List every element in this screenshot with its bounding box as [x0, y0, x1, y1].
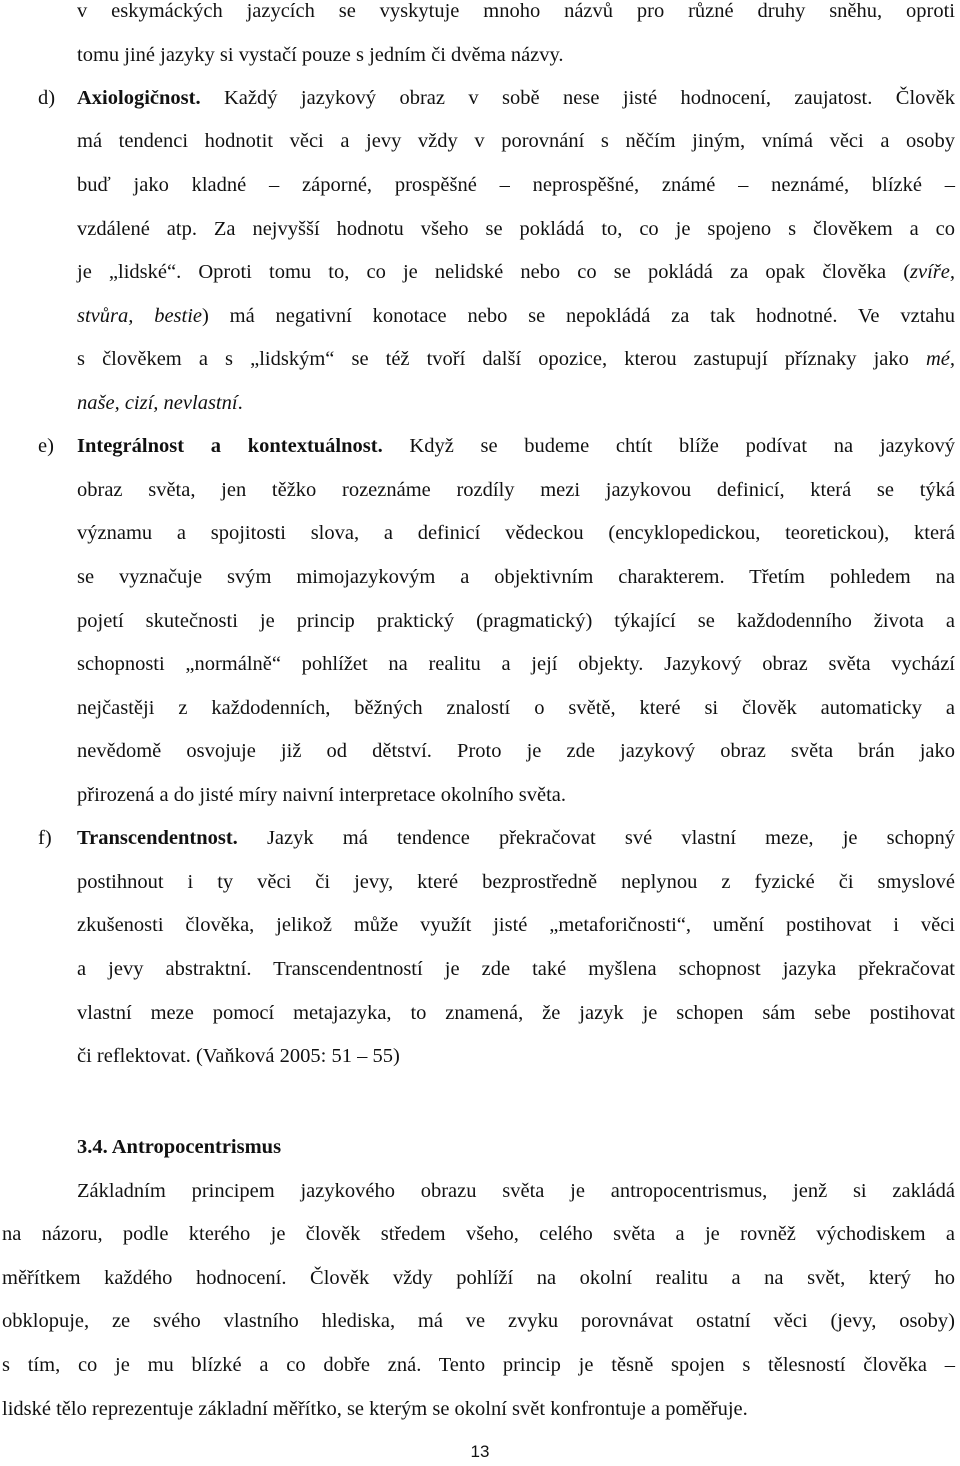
page-number: 13 [470, 1442, 490, 1461]
paragraph-line: v eskymáckých jazycích se vyskytuje mnoho názvů pro různé druhy sněhu, oproti [77, 0, 955, 22]
paragraph-line: a jevy abstraktní. Transcendentností je zde také myšlena schopnost jazyka překračovat [77, 958, 955, 980]
paragraph-line: měřítkem každého hodnocení. Člověk vždy pohlíží na okolní realitu a na svět, který ho [2, 1267, 955, 1289]
paragraph-line: se vyznačuje svým mimojazykovým a objektivním charakterem. Třetím pohledem na [77, 566, 955, 588]
paragraph-line: významu a spojitosti slova, a definicí vědeckou (encyklopedickou, teoretickou), která [77, 522, 955, 544]
paragraph-line: postihnout i ty věci či jevy, které bezprostředně neplynou z fyzické či smyslové [77, 871, 955, 893]
list-marker-e: e) [38, 435, 54, 457]
paragraph-line: stvůra, bestie) má negativní konotace nebo se nepokládá za tak hodnotné. Ve vztahu [77, 305, 955, 327]
paragraph-line: zkušenosti člověka, jelikož může využít jisté „metaforičnosti“, umění postihovat i věci [77, 914, 955, 936]
paragraph-line: přirozená a do jisté míry naivní interpretace okolního světa. [77, 784, 566, 806]
paragraph-line: na názoru, podle kterého je člověk středem všeho, celého světa a je rovněž východiskem a [2, 1223, 955, 1245]
paragraph-line: Základním principem jazykového obrazu světa je antropocentrismus, jenž si zakládá [77, 1180, 955, 1202]
list-marker-d: d) [38, 87, 56, 109]
paragraph-line: má tendenci hodnotit věci a jevy vždy v porovnání s něčím jiným, vnímá věci a osoby [77, 130, 955, 152]
paragraph-line: nevědomě osvojuje již od dětství. Proto je zde jazykový obraz světa brán jako [77, 740, 955, 762]
paragraph-line: pojetí skutečnosti je princip praktický (pragmatický) týkající se každodenního života a [77, 610, 955, 632]
paragraph-line: lidské tělo reprezentuje základní měřítko, se kterým se okolní svět konfrontuje a poměřuje. [2, 1398, 748, 1420]
paragraph-line: vlastní meze pomocí metajazyka, to znamená, že jazyk je schopen sám sebe postihovat [77, 1002, 955, 1024]
paragraph-line: obklopuje, ze svého vlastního hlediska, má ve zvyku porovnávat ostatní věci (jevy, osoby) [2, 1310, 955, 1332]
paragraph-line: naše, cizí, nevlastní. [77, 392, 243, 414]
list-item-e: Integrálnost a kontextuálnost. Když se budeme chtít blíže podívat na jazykový [77, 435, 955, 457]
term-axiologicnost: Axiologičnost. [77, 87, 201, 109]
paragraph-line: tomu jiné jazyky si vystačí pouze s jedním či dvěma názvy. [77, 44, 564, 66]
paragraph-line: schopnosti „normálně“ pohlížet na realitu a její objekty. Jazykový obraz světa vychází [77, 653, 955, 675]
paragraph-line: vzdálené atp. Za nejvyšší hodnotu všeho se pokládá to, co je spojeno s člověkem a co [77, 218, 955, 240]
paragraph-line: s tím, co je mu blízké a co dobře zná. Tento princip je těsně spojen s tělesností člověka – [2, 1354, 955, 1376]
list-item-f: Transcendentnost. Jazyk má tendence překračovat své vlastní meze, je schopný [77, 827, 955, 849]
paragraph-line: nejčastěji z každodenních, běžných znalostí o světě, které si člověk automaticky a [77, 697, 955, 719]
paragraph-line: je „lidské“. Oproti tomu to, co je nelidské nebo co se pokládá za opak člověka (zvíře, [77, 261, 955, 283]
term-transcendentnost: Transcendentnost. [77, 827, 238, 849]
list-item-d: Axiologičnost. Každý jazykový obraz v sobě nese jisté hodnocení, zaujatost. Člověk [77, 87, 955, 109]
term-integralnost: Integrálnost a kontextuálnost. [77, 435, 383, 457]
paragraph-line: obraz světa, jen těžko rozeznáme rozdíly mezi jazykovou definicí, která se týká [77, 479, 955, 501]
section-heading: 3.4. Antropocentrismus [77, 1136, 282, 1158]
paragraph-line: s člověkem a s „lidským“ se též tvoří další opozice, kterou zastupují příznaky jako mé, [77, 348, 955, 370]
list-marker-f: f) [38, 827, 52, 849]
paragraph-line: buď jako kladné – záporné, prospěšné – neprospěšné, známé – neznámé, blízké – [77, 174, 955, 196]
paragraph-line: či reflektovat. (Vaňková 2005: 51 – 55) [77, 1045, 400, 1067]
